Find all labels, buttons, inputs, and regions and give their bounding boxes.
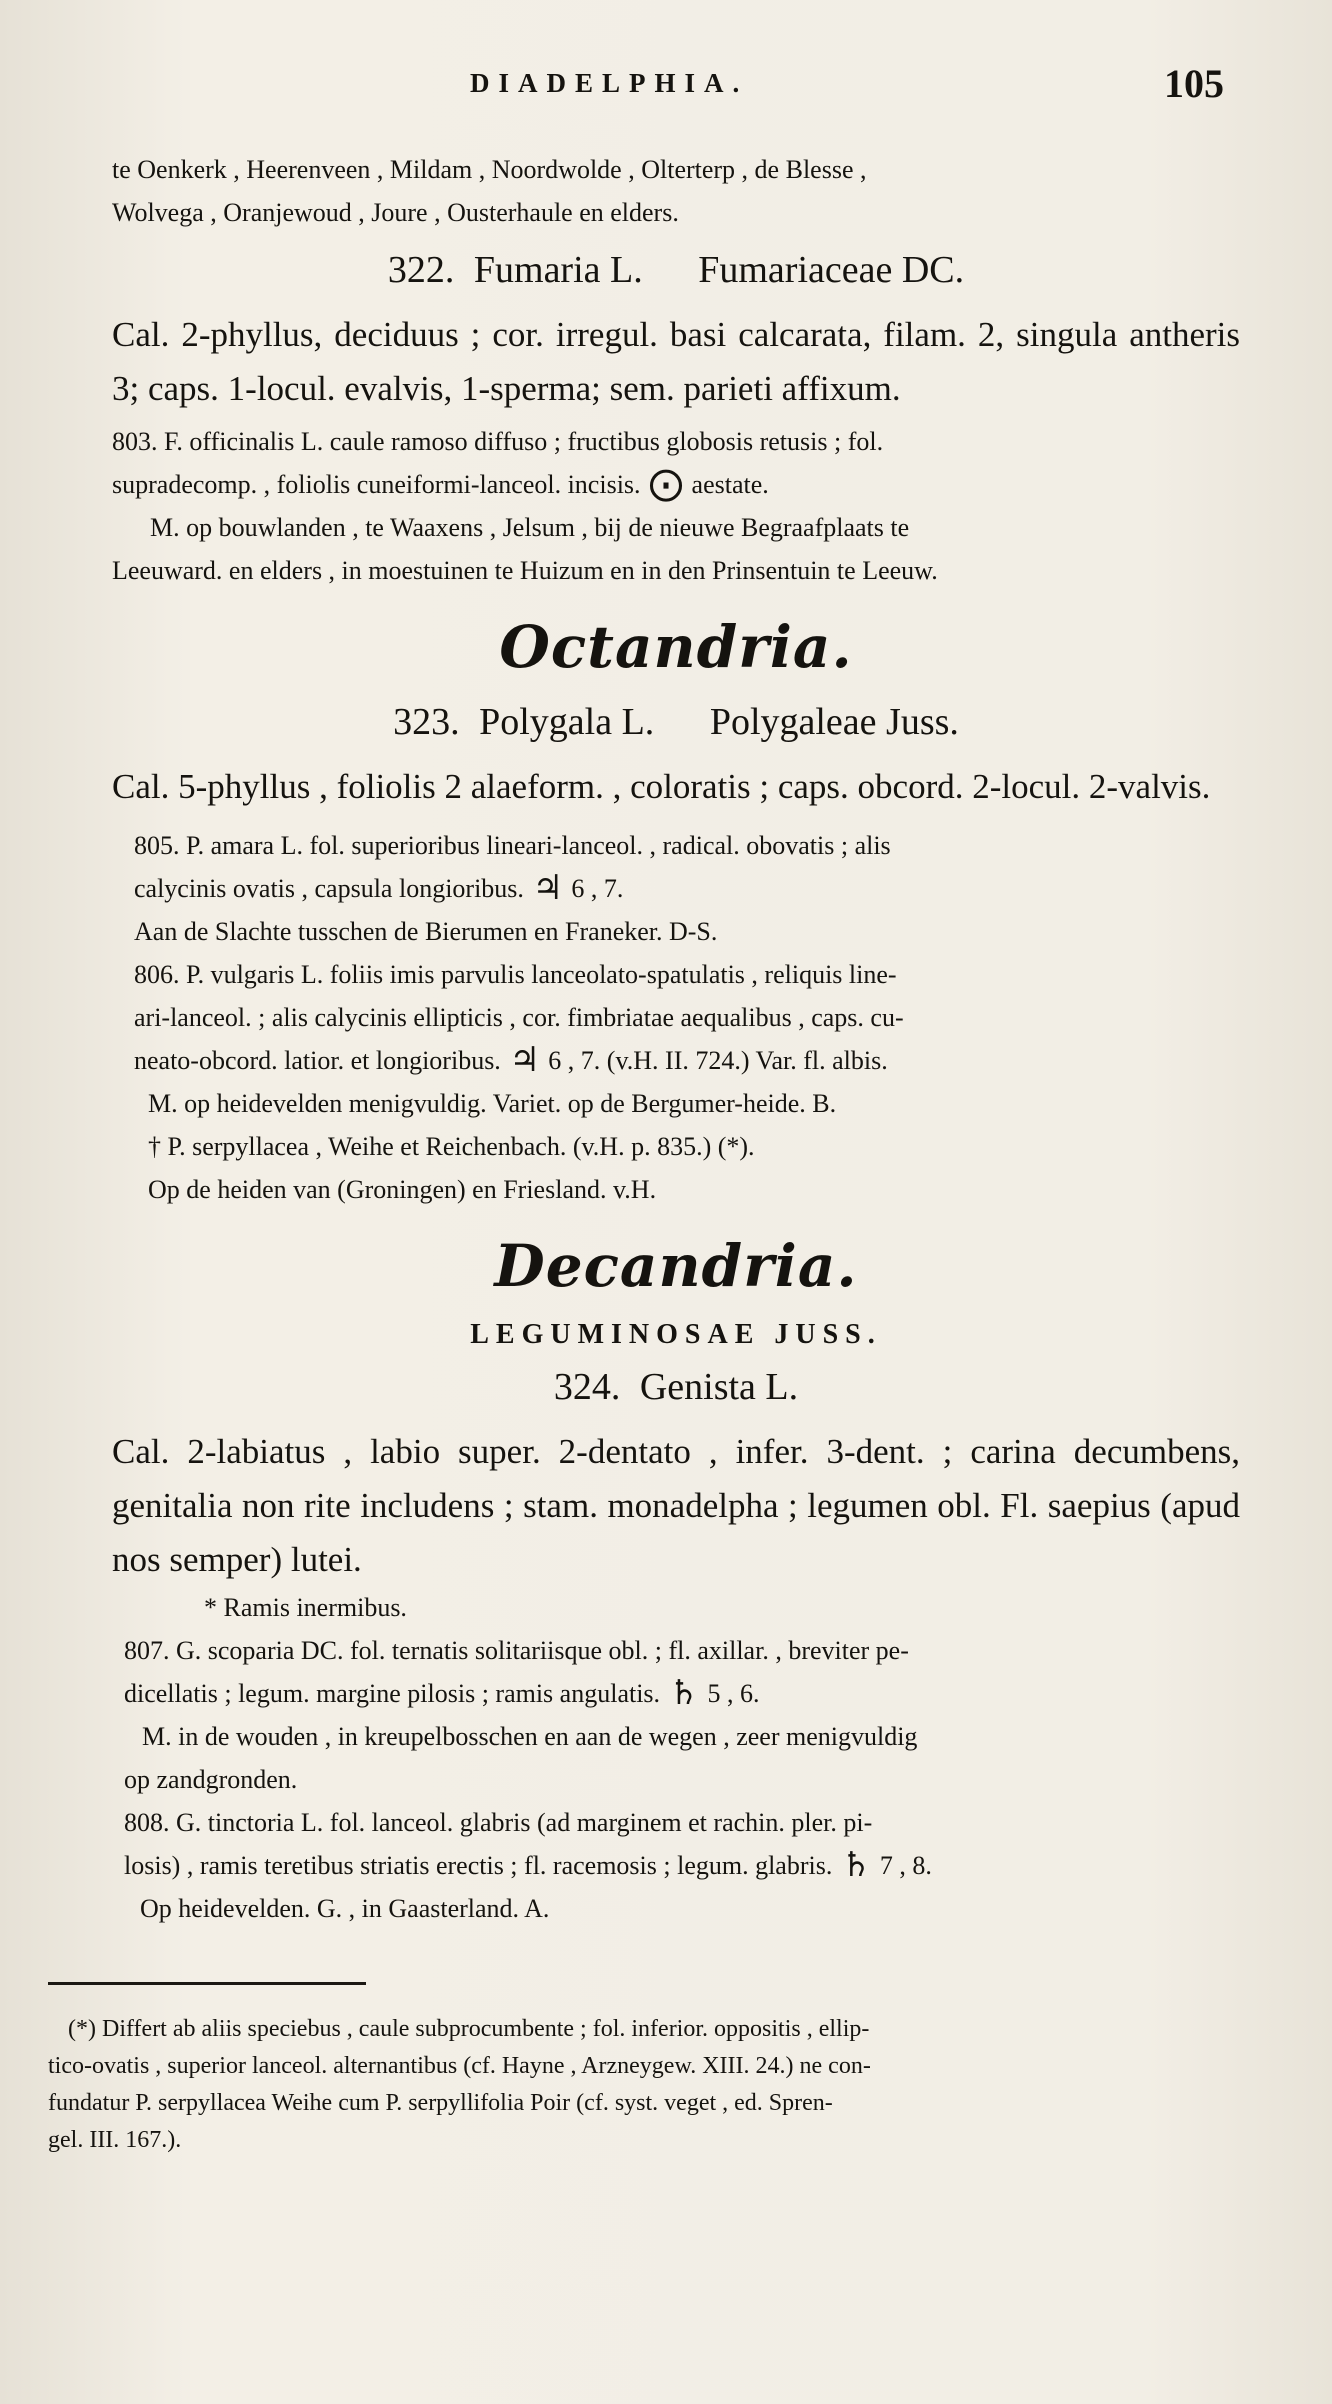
- class-heading-octandria: Octandria.: [499, 613, 853, 681]
- genus-heading-323: [112, 694, 1240, 750]
- species-text: calycinis ovatis , capsula longioribus.: [134, 874, 524, 903]
- species-text: neato-obcord. latior. et longioribus.: [134, 1046, 501, 1075]
- genus-description-322: Cal. 2-phyllus, deciduus ; cor. irregul. basi calcarata, filam. 2, singula antheris 3; caps. 1-locul. evalvis, 1-sperma; sem. parieti affixum.: [112, 315, 1240, 408]
- genus-heading-324: [112, 1359, 1240, 1415]
- locality-line: Leeuward. en elders , in moestuinen te Huizum en in den Prinsentuin te Leeuw.: [112, 556, 938, 585]
- species-text: losis) , ramis teretibus striatis erectis ; fl. racemosis ; legum. glabris.: [124, 1851, 833, 1880]
- flowering-time: aestate.: [691, 470, 769, 499]
- page-number: 105: [1164, 61, 1224, 106]
- section-note: * Ramis inermibus.: [204, 1593, 407, 1622]
- species-text: supradecomp. , foliolis cuneiformi-lanceol. incisis.: [112, 470, 641, 499]
- genus-description-323: Cal. 5-phyllus , foliolis 2 alaeform. , coloratis ; caps. obcord. 2-locul. 2-valvis.: [112, 767, 1211, 806]
- species-line: [112, 1039, 1240, 1082]
- footnote-line: gel. III. 167.).: [48, 2127, 182, 2153]
- locality-line: Op de heiden van (Groningen) en Friesland. v.H.: [148, 1175, 657, 1204]
- genus-name: Genista L.: [639, 1366, 799, 1408]
- footnote-line: tico-ovatis , superior lanceol. alternantibus (cf. Hayne , Arzneygew. XIII. 24.) ne con-: [48, 2053, 871, 2079]
- flowering-time: 5 , 6.: [707, 1679, 760, 1708]
- species-line: [112, 1672, 1240, 1715]
- running-head: [0, 60, 1332, 110]
- genus-name: Fumaria L.: [473, 249, 643, 291]
- variety-line: † P. serpyllacea , Weihe et Reichenbach. (v.H. p. 835.) (*).: [148, 1132, 755, 1161]
- locality-line: M. op heidevelden menigvuldig. Variet. op de Bergumer-heide. B.: [148, 1089, 837, 1118]
- footnote-rule: [48, 1982, 366, 1985]
- genus-number: 323.: [393, 701, 460, 743]
- flowering-time: 6 , 7. (v.H. II. 724.) Var. fl. albis.: [548, 1046, 888, 1075]
- species-808: [112, 1801, 1240, 1930]
- species-line: ari-lanceol. ; alis calycinis ellipticis , cor. fimbriatae aequalibus , caps. cu-: [134, 1003, 904, 1032]
- species-line: [112, 1844, 1240, 1887]
- species-807: [112, 1629, 1240, 1801]
- order-heading: LEGUMINOSAE JUSS.: [470, 1319, 882, 1350]
- locality-line: Aan de Slachte tusschen de Bierumen en Franeker. D-S.: [134, 917, 718, 946]
- species-text: dicellatis ; legum. margine pilosis ; ramis angulatis.: [124, 1679, 661, 1708]
- shrub-symbol-icon: ♄: [668, 1673, 700, 1713]
- locality-line: M. in de wouden , in kreupelbosschen en aan de wegen , zeer menigvuldig: [142, 1722, 918, 1751]
- class-heading-decandria: Decandria.: [494, 1232, 858, 1300]
- genus-heading-322: [112, 242, 1240, 298]
- family-name: Fumariaceae DC.: [698, 249, 965, 291]
- shrub-symbol-icon: ♄: [840, 1845, 872, 1885]
- genus-name: Polygala L.: [479, 701, 655, 743]
- genus-description-324: Cal. 2-labiatus , labio super. 2-dentato , infer. 3-dent. ; carina decumbens, genitalia non rite includens ; stam. monadelpha ; legumen obl. Fl. saepius (apud nos semper) lutei.: [112, 1432, 1240, 1579]
- species-line: [112, 867, 1240, 910]
- footnote-line: (*) Differt ab aliis speciebus , caule subprocumbente ; fol. inferior. oppositis , ellip-: [68, 2016, 870, 2042]
- locality-line: op zandgronden.: [124, 1765, 298, 1794]
- intro-line-1: te Oenkerk , Heerenveen , Mildam , Noordwolde , Olterterp , de Blesse ,: [112, 155, 867, 184]
- locality-line: M. op bouwlanden , te Waaxens , Jelsum , bij de nieuwe Begraafplaats te: [150, 513, 910, 542]
- perennial-symbol-icon: ♃: [532, 868, 563, 908]
- species-line: 807. G. scoparia DC. fol. ternatis solitariisque obl. ; fl. axillar. , breviter pe-: [124, 1636, 909, 1665]
- annual-symbol-icon: ⨀: [649, 464, 684, 504]
- flowering-time: 6 , 7.: [571, 874, 624, 903]
- flowering-time: 7 , 8.: [879, 1851, 932, 1880]
- footnote: [48, 2011, 1240, 2159]
- species-805: [112, 824, 1240, 953]
- family-name: Polygaleae Juss.: [709, 701, 959, 743]
- intro-line-2: Wolvega , Oranjewoud , Joure , Ousterhaule en elders.: [112, 198, 679, 227]
- species-line: [112, 463, 1240, 506]
- genus-number: 324.: [553, 1366, 621, 1408]
- species-line: 808. G. tinctoria L. fol. lanceol. glabris (ad marginem et rachin. pler. pi-: [124, 1808, 873, 1837]
- perennial-symbol-icon: ♃: [509, 1040, 540, 1080]
- species-803: [112, 420, 1240, 592]
- species-line: 806. P. vulgaris L. foliis imis parvulis lanceolato-spatulatis , reliquis line-: [134, 960, 897, 989]
- footnote-line: fundatur P. serpyllacea Weihe cum P. serpyllifolia Poir (cf. syst. veget , ed. Spren-: [48, 2090, 833, 2116]
- running-title: DIADELPHIA.: [470, 68, 749, 98]
- species-line: 805. P. amara L. fol. superioribus lineari-lanceol. , radical. obovatis ; alis: [134, 831, 891, 860]
- locality-line: Op heidevelden. G. , in Gaasterland. A.: [140, 1894, 550, 1923]
- genus-number: 322.: [387, 249, 455, 291]
- page-body: [48, 148, 1240, 2159]
- species-line: 803. F. officinalis L. caule ramoso diffuso ; fructibus globosis retusis ; fol.: [112, 427, 884, 456]
- species-806: [112, 953, 1240, 1211]
